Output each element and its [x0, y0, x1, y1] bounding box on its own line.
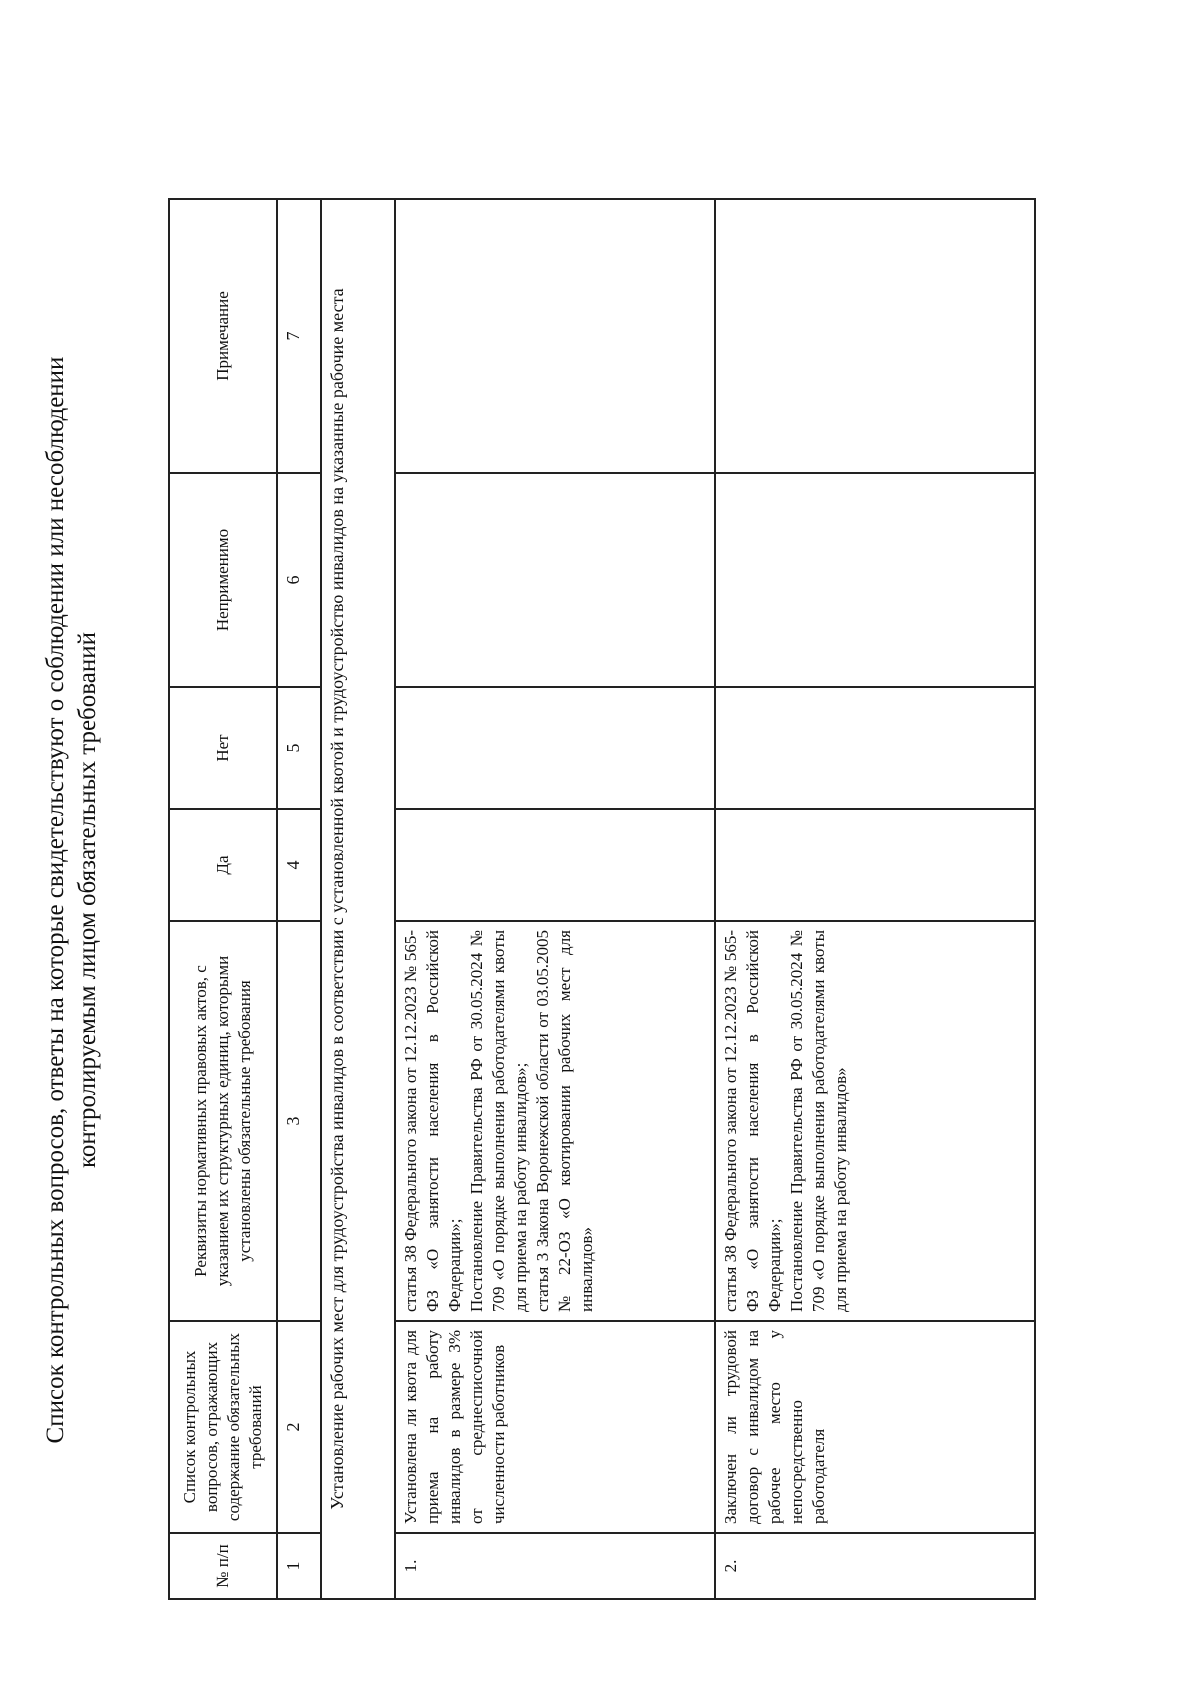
- legal-reference: Постановление Правительства РФ от 30.05.2024 № 709 «О порядке выполнения работодателями квоты для приема на работу инвалидов»: [787, 930, 850, 1312]
- note-cell[interactable]: [715, 199, 1035, 473]
- legal-reference: Постановление Правительства РФ от 30.05.2024 № 709 «О порядке выполнения работодателями квоты для приема на работу инвалидов»;: [467, 930, 530, 1312]
- header-refs: Реквизиты нормативных правовых актов, с указанием их структурных единиц, которыми установлены обязательные требования: [169, 921, 277, 1321]
- control-question: Установлена ли квота для приема на работу инвалидов в размере 3% от среднесписочной численности работников: [395, 1321, 715, 1533]
- header-num: № п/п: [169, 1533, 277, 1599]
- table-row: [395, 199, 715, 1599]
- column-number-row: [277, 199, 321, 1599]
- document-title: [40, 180, 104, 1620]
- column-number: 1: [277, 1533, 321, 1599]
- document-page: [40, 180, 1180, 1620]
- answer-not-applicable-cell[interactable]: [715, 473, 1035, 687]
- row-number: 2.: [715, 1533, 1035, 1599]
- column-number: 7: [277, 199, 321, 473]
- legal-reference: статья 3 Закона Воронежской области от 03.05.2005 № 22-ОЗ «О квотировании рабочих мест для инвалидов»: [533, 930, 596, 1312]
- column-number: 4: [277, 809, 321, 921]
- header-not-applicable: Неприменимо: [169, 473, 277, 687]
- answer-yes-cell[interactable]: [395, 809, 715, 921]
- note-cell[interactable]: [395, 199, 715, 473]
- header-note: Примечание: [169, 199, 277, 473]
- column-number: 6: [277, 473, 321, 687]
- answer-not-applicable-cell[interactable]: [395, 473, 715, 687]
- control-question: Заключен ли трудовой договор с инвалидом на рабочее место у непосредственно работодателя: [715, 1321, 1035, 1533]
- legal-reference: статья 38 Федерального закона от 12.12.2023 № 565-ФЗ «О занятости населения в Российской Федерации»;: [401, 930, 464, 1312]
- column-number: 3: [277, 921, 321, 1321]
- checklist-table: [168, 198, 1036, 1600]
- section-row: [321, 199, 395, 1599]
- header-question: Список контрольных вопросов, отражающих содержание обязательных требований: [169, 1321, 277, 1533]
- section-title: Установление рабочих мест для трудоустройства инвалидов в соответствии с установленной квотой и трудоустройство инвалидов на указанные рабочие места: [321, 199, 395, 1599]
- title-line-2: контролируемым лицом обязательных требований: [74, 632, 101, 1168]
- column-number: 5: [277, 687, 321, 809]
- title-line-1: Список контрольных вопросов, ответы на которые свидетельствуют о соблюдении или несоблюдении: [42, 356, 69, 1444]
- column-number: 2: [277, 1321, 321, 1533]
- legal-references: [395, 921, 715, 1321]
- legal-references: [715, 921, 1035, 1321]
- answer-no-cell[interactable]: [395, 687, 715, 809]
- table-row: [715, 199, 1035, 1599]
- answer-no-cell[interactable]: [715, 687, 1035, 809]
- header-yes: Да: [169, 809, 277, 921]
- header-no: Нет: [169, 687, 277, 809]
- row-number: 1.: [395, 1533, 715, 1599]
- answer-yes-cell[interactable]: [715, 809, 1035, 921]
- legal-reference: статья 38 Федерального закона от 12.12.2023 № 565-ФЗ «О занятости населения в Российской Федерации»;: [721, 930, 784, 1312]
- header-row: [169, 199, 277, 1599]
